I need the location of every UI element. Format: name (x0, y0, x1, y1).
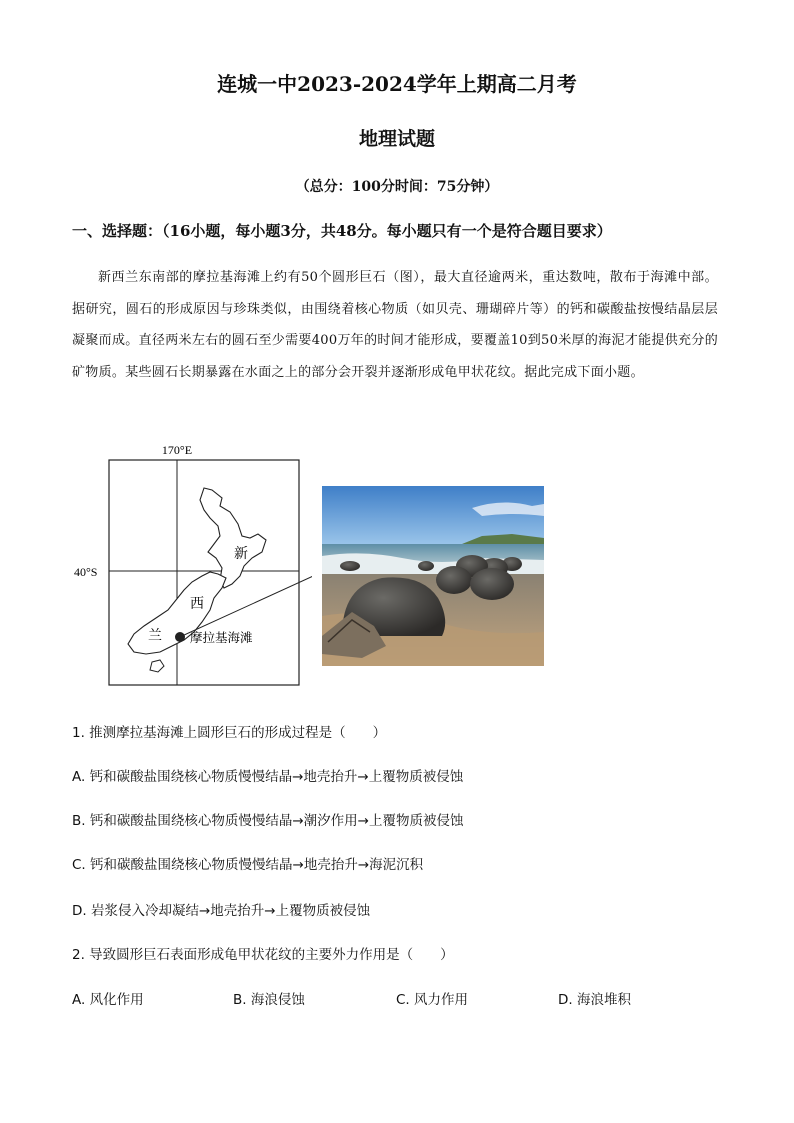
question-1-option-d: D. 岩浆侵入冷却凝结→地壳抬升→上覆物质被侵蚀 (72, 903, 371, 919)
question-2-option-a: A. 风化作用 (72, 992, 144, 1008)
boulder-mid-1 (436, 566, 472, 594)
new-zealand-map (72, 440, 312, 690)
boulders-photo (322, 486, 544, 666)
longitude-label: 170°E (161, 443, 193, 457)
question-2-option-d: D. 海浪堆积 (558, 992, 631, 1008)
passage-text: 新西兰东南部的摩拉基海滩上约有50个圆形巨石（图），最大直径逾两米，重达数吨，散布于海滩中部。据研究，圆石的形成原因与珍珠类似，由围绕着核心物质（如贝壳、珊瑚碎片等）的钙和碳酸盐按慢结晶层层凝聚而成。直径两米左右的圆石至少需要400万年的时间才能形成，要覆盖10到50米厚的海泥才能提供充分的矿物质。某些圆石长期暴露在水面之上的部分会开裂并逐渐形成龟甲状花纹。据此完成下面小题。 (72, 270, 718, 380)
question-1-option-b: B. 钙和碳酸盐围绕核心物质慢慢结晶→潮汐作用→上覆物质被侵蚀 (72, 813, 464, 829)
boulder-far-4 (340, 561, 360, 571)
place-label: 摩拉基海滩 (190, 630, 253, 645)
question-1-option-c: C. 钙和碳酸盐围绕核心物质慢慢结晶→地壳抬升→海泥沉积 (72, 857, 424, 873)
subject-title: 地理试题 (358, 128, 435, 150)
question-2-option-b: B. 海浪侵蚀 (233, 992, 305, 1008)
latitude-label: 40°S (74, 565, 98, 579)
question-1-option-a: A. 钙和碳酸盐围绕核心物质慢慢结晶→地壳抬升→上覆物质被侵蚀 (72, 769, 464, 785)
exam-info: （总分：100分时间：75分钟） (295, 179, 499, 195)
section-heading: 一、选择题：（16小题，每小题3分，共48分。每小题只有一个是符合题目要求） (72, 222, 612, 240)
exam-title: 连城一中2023-2024学年上期高二月考 (217, 72, 577, 96)
map-char-xi: 西 (190, 596, 204, 612)
map-char-lan: 兰 (148, 628, 162, 644)
map-char-xin: 新 (234, 546, 248, 562)
question-2-stem: 2. 导致圆形巨石表面形成龟甲状花纹的主要外力作用是（ ） (72, 947, 454, 963)
location-dot (175, 632, 185, 642)
stewart-island-shape (150, 660, 164, 672)
question-1-stem: 1. 推测摩拉基海滩上圆形巨石的形成过程是（ ） (72, 725, 387, 741)
boulder-mid-2 (470, 568, 514, 600)
boulder-far-5 (418, 561, 434, 571)
question-2-option-c: C. 风力作用 (396, 992, 469, 1008)
